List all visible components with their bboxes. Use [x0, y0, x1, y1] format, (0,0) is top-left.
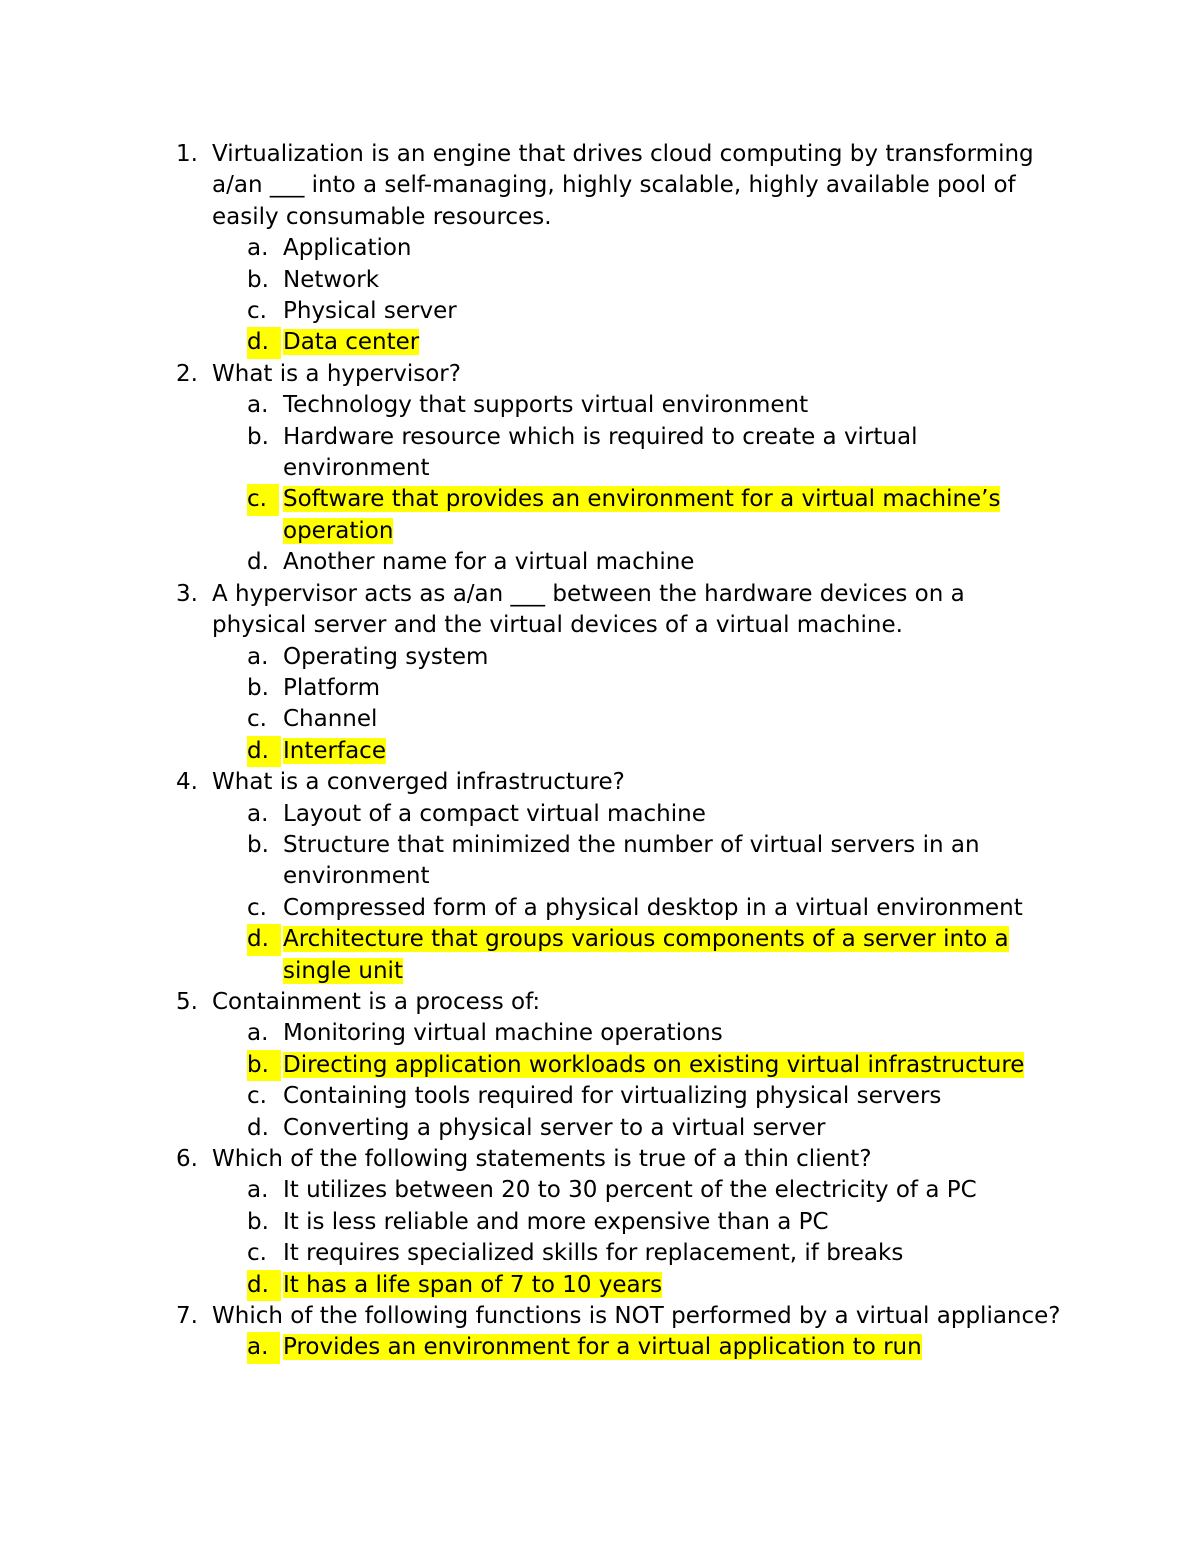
option-letter: c.: [247, 298, 267, 325]
question-text: Which of the following statements is true of a thin client?: [212, 1146, 872, 1172]
option-list: [0, 1332, 1200, 1363]
option-text: Hardware resource which is required to create a virtual environment: [283, 423, 918, 482]
option-letter: d.: [247, 1114, 269, 1141]
option-text-highlighted: Software that provides an environment for a virtual machine’s operation: [283, 486, 1001, 544]
option-text: Monitoring virtual machine operations: [283, 1020, 723, 1047]
question-stem: [0, 767, 1062, 798]
option-letter: d.: [247, 549, 269, 576]
option-text: Structure that minimized the number of virtual servers in an environment: [283, 831, 980, 890]
option-letter: b.: [247, 831, 269, 858]
option-list: [0, 799, 1200, 987]
option-a: [0, 799, 1053, 830]
option-text: Layout of a compact virtual machine: [283, 800, 706, 827]
question-text: Virtualization is an engine that drives cloud computing by transforming a/an ___ into a self-managing, highly scalable, highly available pool of easily consumable resources.: [212, 141, 1034, 230]
option-letter: a.: [247, 1332, 280, 1363]
question-3: [0, 579, 1200, 767]
question-number: 4.: [176, 769, 198, 796]
option-d-correct: [0, 736, 1053, 767]
option-letter: c.: [247, 1240, 267, 1267]
option-text: Converting a physical server to a virtual server: [283, 1114, 826, 1141]
option-text: Compressed form of a physical desktop in a virtual environment: [283, 894, 1023, 921]
option-letter: a.: [247, 1177, 269, 1204]
question-7: [0, 1301, 1200, 1364]
option-a-correct: [0, 1332, 1053, 1363]
option-b: [0, 830, 1053, 893]
option-list: [0, 642, 1200, 768]
option-d-correct: [0, 327, 1053, 358]
option-text: Technology that supports virtual environment: [283, 392, 809, 419]
option-text: Application: [283, 235, 412, 262]
option-c: [0, 1081, 1053, 1112]
option-letter: a.: [247, 1020, 269, 1047]
option-letter: d.: [247, 736, 281, 767]
option-text: Platform: [283, 674, 380, 701]
question-text: Which of the following functions is NOT performed by a virtual appliance?: [212, 1303, 1061, 1330]
option-letter: a.: [247, 800, 269, 827]
option-b: [0, 265, 1053, 296]
option-text: It is less reliable and more expensive than a PC: [283, 1208, 829, 1235]
option-letter: b.: [247, 266, 269, 293]
option-letter: a.: [247, 643, 269, 670]
option-letter: b.: [247, 674, 269, 701]
option-d: [0, 1113, 1053, 1144]
option-letter: c.: [247, 1083, 267, 1110]
option-text: Containing tools required for virtualizing physical servers: [283, 1083, 942, 1110]
option-text-highlighted: Directing application workloads on existing virtual infrastructure: [283, 1051, 1025, 1078]
question-list: [0, 139, 1200, 1364]
option-d-correct: [0, 1270, 1053, 1301]
option-d-correct: [0, 924, 1053, 987]
option-a: [0, 1175, 1053, 1206]
question-text: What is a converged infrastructure?: [212, 769, 625, 796]
question-stem: [0, 1301, 1062, 1332]
question-number: 7.: [176, 1303, 198, 1330]
option-text: Physical server: [283, 298, 457, 325]
question-stem: [0, 987, 1062, 1018]
question-6: [0, 1144, 1200, 1301]
option-letter: b.: [247, 1050, 281, 1081]
option-b: [0, 422, 1053, 485]
question-stem: [0, 139, 1062, 233]
option-letter: c.: [247, 484, 279, 515]
question-text: What is a hypervisor?: [212, 360, 461, 387]
question-text: Containment is a process of:: [212, 988, 541, 1015]
option-text: It requires specialized skills for replacement, if breaks: [283, 1240, 904, 1267]
question-stem: [0, 579, 1062, 642]
option-text: Network: [283, 266, 380, 293]
option-letter: d.: [247, 1270, 281, 1301]
option-text-highlighted: Data center: [283, 329, 420, 356]
option-text-highlighted: Provides an environment for a virtual application to run: [283, 1334, 922, 1361]
option-letter: c.: [247, 894, 267, 921]
option-text-highlighted: It has a life span of 7 to 10 years: [283, 1271, 663, 1298]
question-number: 3.: [176, 580, 198, 607]
option-letter: c.: [247, 706, 267, 733]
question-number: 1.: [176, 141, 198, 167]
question-number: 6.: [176, 1146, 198, 1172]
question-2: [0, 359, 1200, 579]
question-stem: [0, 359, 1062, 390]
option-text: Another name for a virtual machine: [283, 549, 695, 576]
question-stem: [0, 1144, 1062, 1175]
option-a: [0, 1018, 1053, 1049]
option-a: [0, 390, 1053, 421]
option-c: [0, 704, 1053, 735]
option-b: [0, 1207, 1053, 1238]
option-b-correct: [0, 1050, 1053, 1081]
option-letter: b.: [247, 1208, 269, 1235]
option-a: [0, 233, 1053, 264]
option-list: [0, 1018, 1200, 1144]
option-list: [0, 233, 1200, 359]
question-number: 2.: [176, 360, 198, 387]
option-text-highlighted: Architecture that groups various components of a server into a single unit: [283, 926, 1009, 984]
option-b: [0, 673, 1053, 704]
option-a: [0, 642, 1053, 673]
option-list: [0, 390, 1200, 578]
option-c: [0, 296, 1053, 327]
option-c: [0, 1238, 1053, 1269]
option-letter: a.: [247, 235, 269, 262]
option-text: Channel: [283, 706, 378, 733]
option-letter: a.: [247, 392, 269, 419]
option-letter: b.: [247, 423, 269, 450]
option-text-highlighted: Interface: [283, 737, 386, 764]
option-c: [0, 893, 1053, 924]
question-5: [0, 987, 1200, 1144]
option-d: [0, 547, 1053, 578]
question-text: A hypervisor acts as a/an ___ between the hardware devices on a physical server and the virtual devices of a virtual machine.: [212, 580, 965, 639]
option-letter: d.: [247, 327, 281, 358]
option-list: [0, 1175, 1200, 1301]
question-number: 5.: [176, 988, 198, 1015]
option-c-correct: [0, 484, 1053, 547]
option-text: It utilizes between 20 to 30 percent of the electricity of a PC: [283, 1177, 977, 1204]
question-4: [0, 767, 1200, 987]
question-1: [0, 139, 1200, 359]
option-letter: d.: [247, 924, 281, 955]
option-text: Operating system: [283, 643, 489, 670]
